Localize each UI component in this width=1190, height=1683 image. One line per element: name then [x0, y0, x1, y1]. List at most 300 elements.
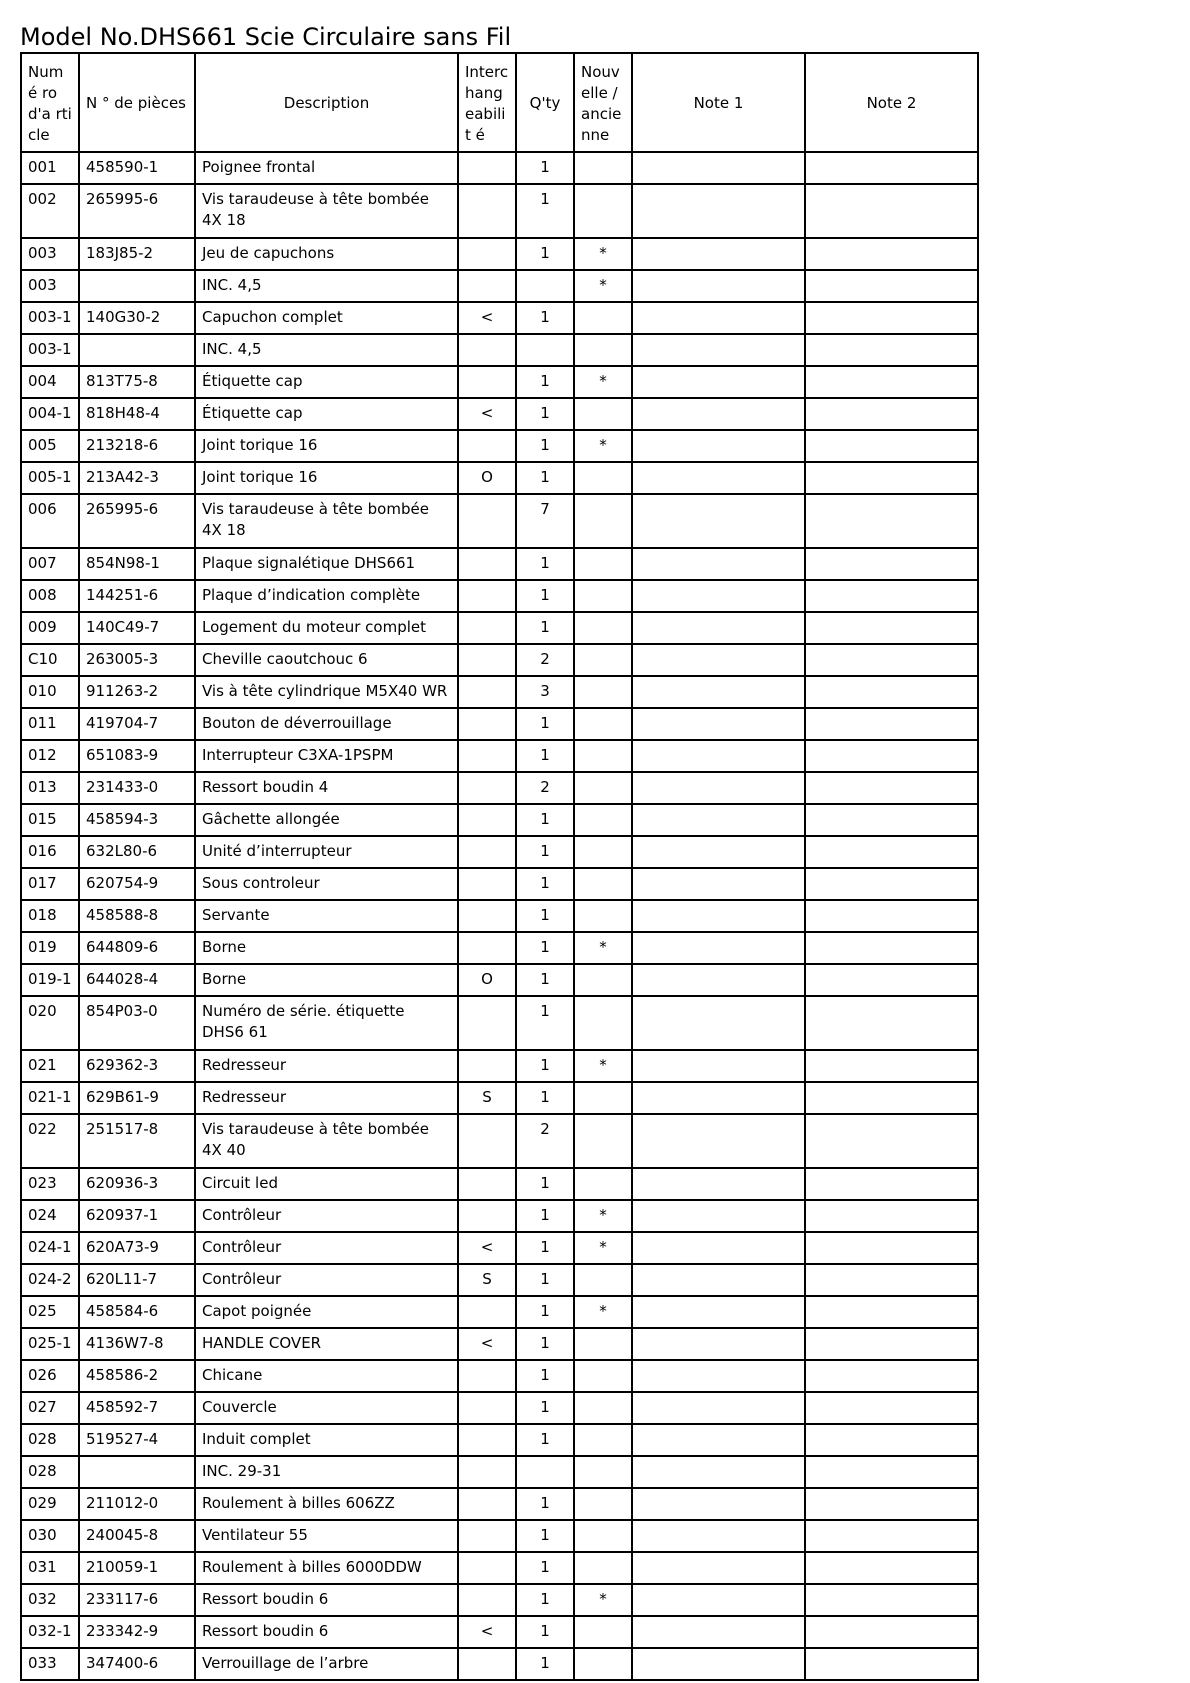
cell-qty: 1 — [516, 1648, 574, 1680]
cell-new-old — [574, 612, 632, 644]
cell-item-no: 029 — [21, 1488, 79, 1520]
parts-list-table — [20, 52, 979, 1681]
cell-item-no: 027 — [21, 1392, 79, 1424]
cell-description: INC. 4,5 — [195, 270, 458, 302]
cell-description: INC. 29-31 — [195, 1456, 458, 1488]
cell-qty: 1 — [516, 1520, 574, 1552]
cell-note-1 — [632, 612, 805, 644]
cell-item-no: 024-2 — [21, 1264, 79, 1296]
cell-item-no: 015 — [21, 804, 79, 836]
table-row — [21, 868, 978, 900]
cell-interchangeability — [458, 1296, 516, 1328]
table-row — [21, 580, 978, 612]
cell-interchangeability — [458, 612, 516, 644]
table-row — [21, 1392, 978, 1424]
cell-description: Borne — [195, 964, 458, 996]
cell-qty: 1 — [516, 868, 574, 900]
cell-note-2 — [805, 398, 978, 430]
cell-part-no: 458594-3 — [79, 804, 195, 836]
cell-new-old — [574, 804, 632, 836]
cell-note-2 — [805, 366, 978, 398]
cell-qty: 1 — [516, 462, 574, 494]
cell-description: Ressort boudin 4 — [195, 772, 458, 804]
cell-note-1 — [632, 1232, 805, 1264]
cell-new-old — [574, 964, 632, 996]
cell-item-no: 021 — [21, 1050, 79, 1082]
cell-note-1 — [632, 1520, 805, 1552]
cell-qty: 1 — [516, 1584, 574, 1616]
cell-item-no: 026 — [21, 1360, 79, 1392]
cell-item-no: 003 — [21, 270, 79, 302]
cell-interchangeability — [458, 1456, 516, 1488]
cell-interchangeability — [458, 1648, 516, 1680]
cell-interchangeability — [458, 580, 516, 612]
cell-description: Chicane — [195, 1360, 458, 1392]
cell-part-no: 4136W7-8 — [79, 1328, 195, 1360]
cell-item-no: 017 — [21, 868, 79, 900]
cell-item-no: 016 — [21, 836, 79, 868]
cell-item-no: 009 — [21, 612, 79, 644]
cell-new-old — [574, 462, 632, 494]
cell-note-1 — [632, 398, 805, 430]
cell-item-no: 003-1 — [21, 302, 79, 334]
cell-item-no: 030 — [21, 1520, 79, 1552]
cell-interchangeability — [458, 238, 516, 270]
cell-description: Contrôleur — [195, 1232, 458, 1264]
table-row — [21, 184, 978, 238]
cell-part-no: 644809-6 — [79, 932, 195, 964]
cell-qty: 3 — [516, 676, 574, 708]
cell-description: Gâchette allongée — [195, 804, 458, 836]
cell-new-old: * — [574, 1584, 632, 1616]
cell-note-2 — [805, 1114, 978, 1168]
table-row — [21, 1648, 978, 1680]
cell-part-no: 629B61-9 — [79, 1082, 195, 1114]
table-row — [21, 932, 978, 964]
table-row — [21, 334, 978, 366]
cell-interchangeability — [458, 740, 516, 772]
cell-qty: 1 — [516, 836, 574, 868]
cell-note-2 — [805, 1552, 978, 1584]
table-row — [21, 772, 978, 804]
cell-interchangeability — [458, 430, 516, 462]
cell-interchangeability: < — [458, 302, 516, 334]
cell-item-no: 008 — [21, 580, 79, 612]
cell-item-no: 028 — [21, 1424, 79, 1456]
cell-qty: 1 — [516, 708, 574, 740]
cell-note-1 — [632, 302, 805, 334]
table-row — [21, 1264, 978, 1296]
header-qty: Q'ty — [516, 53, 574, 152]
cell-note-1 — [632, 1296, 805, 1328]
cell-note-1 — [632, 1050, 805, 1082]
cell-interchangeability — [458, 1050, 516, 1082]
cell-part-no: 458592-7 — [79, 1392, 195, 1424]
cell-note-2 — [805, 238, 978, 270]
cell-note-1 — [632, 996, 805, 1050]
cell-interchangeability — [458, 366, 516, 398]
cell-new-old — [574, 1082, 632, 1114]
cell-note-2 — [805, 900, 978, 932]
cell-qty: 1 — [516, 1050, 574, 1082]
cell-note-2 — [805, 836, 978, 868]
header-description: Description — [195, 53, 458, 152]
table-row — [21, 270, 978, 302]
cell-new-old — [574, 334, 632, 366]
cell-item-no: 007 — [21, 548, 79, 580]
cell-interchangeability: < — [458, 1328, 516, 1360]
cell-qty: 1 — [516, 612, 574, 644]
cell-new-old — [574, 1424, 632, 1456]
cell-new-old — [574, 740, 632, 772]
cell-part-no: 213A42-3 — [79, 462, 195, 494]
cell-qty: 7 — [516, 494, 574, 548]
cell-part-no: 651083-9 — [79, 740, 195, 772]
table-row — [21, 152, 978, 184]
cell-note-1 — [632, 964, 805, 996]
cell-qty: 1 — [516, 366, 574, 398]
cell-part-no: 629362-3 — [79, 1050, 195, 1082]
cell-new-old — [574, 676, 632, 708]
cell-qty: 1 — [516, 1264, 574, 1296]
cell-note-1 — [632, 836, 805, 868]
cell-note-2 — [805, 772, 978, 804]
table-row — [21, 740, 978, 772]
cell-part-no: 458584-6 — [79, 1296, 195, 1328]
cell-note-1 — [632, 184, 805, 238]
cell-item-no: 019 — [21, 932, 79, 964]
table-row — [21, 1296, 978, 1328]
cell-note-1 — [632, 462, 805, 494]
cell-interchangeability — [458, 152, 516, 184]
cell-note-2 — [805, 462, 978, 494]
header-interchangeability: Interc hang eabilit é — [458, 53, 516, 152]
cell-note-2 — [805, 676, 978, 708]
cell-note-1 — [632, 1114, 805, 1168]
cell-description: Joint torique 16 — [195, 462, 458, 494]
cell-note-2 — [805, 1584, 978, 1616]
cell-description: Plaque d’indication complète — [195, 580, 458, 612]
table-row — [21, 1050, 978, 1082]
cell-note-2 — [805, 804, 978, 836]
cell-note-2 — [805, 494, 978, 548]
cell-new-old — [574, 1264, 632, 1296]
cell-qty: 1 — [516, 1392, 574, 1424]
cell-note-1 — [632, 334, 805, 366]
cell-note-1 — [632, 1360, 805, 1392]
cell-note-1 — [632, 152, 805, 184]
cell-description: Unité d’interrupteur — [195, 836, 458, 868]
cell-note-1 — [632, 900, 805, 932]
cell-new-old — [574, 580, 632, 612]
cell-note-2 — [805, 1392, 978, 1424]
cell-note-1 — [632, 1648, 805, 1680]
cell-description: Induit complet — [195, 1424, 458, 1456]
cell-note-1 — [632, 1392, 805, 1424]
cell-interchangeability: < — [458, 1616, 516, 1648]
cell-item-no: 011 — [21, 708, 79, 740]
table-row — [21, 238, 978, 270]
cell-qty: 1 — [516, 302, 574, 334]
cell-part-no: 265995-6 — [79, 494, 195, 548]
cell-note-2 — [805, 1264, 978, 1296]
cell-description: Roulement à billes 606ZZ — [195, 1488, 458, 1520]
cell-item-no: 024 — [21, 1200, 79, 1232]
cell-interchangeability — [458, 644, 516, 676]
cell-interchangeability — [458, 494, 516, 548]
cell-item-no: 002 — [21, 184, 79, 238]
cell-note-2 — [805, 1200, 978, 1232]
cell-interchangeability — [458, 1392, 516, 1424]
cell-note-1 — [632, 708, 805, 740]
cell-part-no — [79, 270, 195, 302]
cell-part-no: 265995-6 — [79, 184, 195, 238]
cell-qty: 1 — [516, 1168, 574, 1200]
cell-description: Vis taraudeuse à tête bombée 4X 40 — [195, 1114, 458, 1168]
cell-description: Plaque signalétique DHS661 — [195, 548, 458, 580]
cell-interchangeability — [458, 900, 516, 932]
cell-item-no: 033 — [21, 1648, 79, 1680]
cell-qty: 1 — [516, 1200, 574, 1232]
cell-description: Numéro de série. étiquette DHS6 61 — [195, 996, 458, 1050]
cell-new-old: * — [574, 366, 632, 398]
cell-interchangeability: O — [458, 964, 516, 996]
cell-new-old: * — [574, 1050, 632, 1082]
cell-description: Ressort boudin 6 — [195, 1584, 458, 1616]
cell-new-old: * — [574, 430, 632, 462]
cell-note-1 — [632, 1200, 805, 1232]
cell-interchangeability — [458, 932, 516, 964]
cell-new-old — [574, 1552, 632, 1584]
cell-note-2 — [805, 1328, 978, 1360]
cell-new-old — [574, 644, 632, 676]
table-row — [21, 548, 978, 580]
cell-new-old: * — [574, 238, 632, 270]
cell-note-1 — [632, 580, 805, 612]
cell-note-2 — [805, 270, 978, 302]
cell-qty: 1 — [516, 184, 574, 238]
cell-qty: 1 — [516, 1360, 574, 1392]
cell-description: Joint torique 16 — [195, 430, 458, 462]
cell-note-1 — [632, 740, 805, 772]
table-row — [21, 1456, 978, 1488]
cell-new-old: * — [574, 1232, 632, 1264]
cell-part-no: 620936-3 — [79, 1168, 195, 1200]
cell-item-no: 018 — [21, 900, 79, 932]
cell-item-no: 012 — [21, 740, 79, 772]
cell-part-no: 620754-9 — [79, 868, 195, 900]
cell-note-2 — [805, 1082, 978, 1114]
cell-qty: 1 — [516, 238, 574, 270]
table-row — [21, 644, 978, 676]
cell-note-1 — [632, 1584, 805, 1616]
table-row — [21, 1114, 978, 1168]
cell-part-no: 458590-1 — [79, 152, 195, 184]
cell-note-1 — [632, 804, 805, 836]
cell-description: Étiquette cap — [195, 398, 458, 430]
cell-part-no: 620A73-9 — [79, 1232, 195, 1264]
table-row — [21, 708, 978, 740]
cell-note-2 — [805, 1424, 978, 1456]
cell-note-2 — [805, 1488, 978, 1520]
table-row — [21, 612, 978, 644]
cell-description: Capot poignée — [195, 1296, 458, 1328]
cell-description: Roulement à billes 6000DDW — [195, 1552, 458, 1584]
table-row — [21, 836, 978, 868]
cell-item-no: 031 — [21, 1552, 79, 1584]
cell-new-old — [574, 996, 632, 1050]
header-note-2: Note 2 — [805, 53, 978, 152]
cell-interchangeability: S — [458, 1082, 516, 1114]
cell-note-1 — [632, 1616, 805, 1648]
cell-qty: 1 — [516, 1616, 574, 1648]
cell-note-2 — [805, 1648, 978, 1680]
cell-note-2 — [805, 964, 978, 996]
cell-part-no: 519527-4 — [79, 1424, 195, 1456]
cell-description: Ventilateur 55 — [195, 1520, 458, 1552]
cell-description: Borne — [195, 932, 458, 964]
cell-qty: 1 — [516, 740, 574, 772]
table-row — [21, 676, 978, 708]
cell-note-1 — [632, 430, 805, 462]
cell-part-no: 210059-1 — [79, 1552, 195, 1584]
cell-description: Vis taraudeuse à tête bombée 4X 18 — [195, 184, 458, 238]
cell-new-old: * — [574, 270, 632, 302]
cell-qty: 1 — [516, 1232, 574, 1264]
cell-part-no: 231433-0 — [79, 772, 195, 804]
cell-new-old — [574, 548, 632, 580]
cell-new-old — [574, 868, 632, 900]
cell-note-2 — [805, 1232, 978, 1264]
cell-qty: 1 — [516, 1488, 574, 1520]
header-note-1: Note 1 — [632, 53, 805, 152]
cell-qty — [516, 334, 574, 366]
cell-note-1 — [632, 238, 805, 270]
cell-qty: 1 — [516, 1328, 574, 1360]
cell-part-no: 144251-6 — [79, 580, 195, 612]
cell-item-no: 003 — [21, 238, 79, 270]
document-title: Model No.DHS661 Scie Circulaire sans Fil — [20, 23, 512, 51]
cell-description: Servante — [195, 900, 458, 932]
cell-interchangeability: < — [458, 398, 516, 430]
cell-note-1 — [632, 1552, 805, 1584]
cell-new-old — [574, 708, 632, 740]
table-row — [21, 462, 978, 494]
cell-description: Couvercle — [195, 1392, 458, 1424]
cell-new-old — [574, 1360, 632, 1392]
cell-qty: 1 — [516, 1082, 574, 1114]
cell-qty: 1 — [516, 964, 574, 996]
cell-qty: 2 — [516, 772, 574, 804]
cell-description: Logement du moteur complet — [195, 612, 458, 644]
cell-interchangeability — [458, 334, 516, 366]
cell-description: Ressort boudin 6 — [195, 1616, 458, 1648]
cell-new-old — [574, 1520, 632, 1552]
cell-note-1 — [632, 1424, 805, 1456]
cell-note-2 — [805, 1520, 978, 1552]
cell-part-no: 140C49-7 — [79, 612, 195, 644]
cell-description: Capuchon complet — [195, 302, 458, 334]
cell-note-2 — [805, 548, 978, 580]
table-row — [21, 1488, 978, 1520]
parts-table-body — [21, 152, 978, 1680]
cell-item-no: 019-1 — [21, 964, 79, 996]
cell-qty — [516, 1456, 574, 1488]
header-new-old: Nouv elle / ancie nne — [574, 53, 632, 152]
table-row — [21, 1082, 978, 1114]
table-header-row — [21, 53, 978, 152]
cell-description: Redresseur — [195, 1050, 458, 1082]
cell-qty: 1 — [516, 932, 574, 964]
cell-description: Sous controleur — [195, 868, 458, 900]
cell-item-no: 021-1 — [21, 1082, 79, 1114]
cell-interchangeability — [458, 996, 516, 1050]
cell-qty: 1 — [516, 1424, 574, 1456]
cell-part-no: 644028-4 — [79, 964, 195, 996]
cell-part-no: 620937-1 — [79, 1200, 195, 1232]
cell-part-no — [79, 1456, 195, 1488]
cell-description: Jeu de capuchons — [195, 238, 458, 270]
cell-note-1 — [632, 366, 805, 398]
cell-note-2 — [805, 996, 978, 1050]
cell-item-no: 006 — [21, 494, 79, 548]
cell-item-no: 032 — [21, 1584, 79, 1616]
cell-part-no: 419704-7 — [79, 708, 195, 740]
cell-part-no: 140G30-2 — [79, 302, 195, 334]
cell-new-old — [574, 1328, 632, 1360]
cell-item-no: C10 — [21, 644, 79, 676]
cell-note-2 — [805, 868, 978, 900]
table-row — [21, 1360, 978, 1392]
cell-item-no: 005 — [21, 430, 79, 462]
cell-new-old — [574, 1168, 632, 1200]
cell-note-1 — [632, 1082, 805, 1114]
cell-note-1 — [632, 494, 805, 548]
cell-description: Circuit led — [195, 1168, 458, 1200]
cell-note-1 — [632, 1456, 805, 1488]
cell-note-2 — [805, 612, 978, 644]
cell-note-2 — [805, 1360, 978, 1392]
cell-item-no: 005-1 — [21, 462, 79, 494]
cell-interchangeability: S — [458, 1264, 516, 1296]
table-row — [21, 900, 978, 932]
header-item-no: Numé ro d'a rticle — [21, 53, 79, 152]
cell-interchangeability — [458, 772, 516, 804]
cell-item-no: 022 — [21, 1114, 79, 1168]
cell-new-old — [574, 1648, 632, 1680]
table-row — [21, 398, 978, 430]
cell-part-no: 854N98-1 — [79, 548, 195, 580]
cell-note-1 — [632, 1488, 805, 1520]
cell-item-no: 003-1 — [21, 334, 79, 366]
cell-part-no: 251517-8 — [79, 1114, 195, 1168]
cell-new-old — [574, 1456, 632, 1488]
cell-note-1 — [632, 676, 805, 708]
table-row — [21, 366, 978, 398]
header-part-no: N ° de pièces — [79, 53, 195, 152]
cell-note-1 — [632, 932, 805, 964]
cell-part-no: 458588-8 — [79, 900, 195, 932]
cell-interchangeability — [458, 1424, 516, 1456]
cell-note-2 — [805, 740, 978, 772]
cell-interchangeability — [458, 270, 516, 302]
cell-item-no: 025-1 — [21, 1328, 79, 1360]
cell-item-no: 001 — [21, 152, 79, 184]
cell-interchangeability: < — [458, 1232, 516, 1264]
cell-new-old — [574, 772, 632, 804]
cell-new-old — [574, 152, 632, 184]
cell-part-no: 263005-3 — [79, 644, 195, 676]
